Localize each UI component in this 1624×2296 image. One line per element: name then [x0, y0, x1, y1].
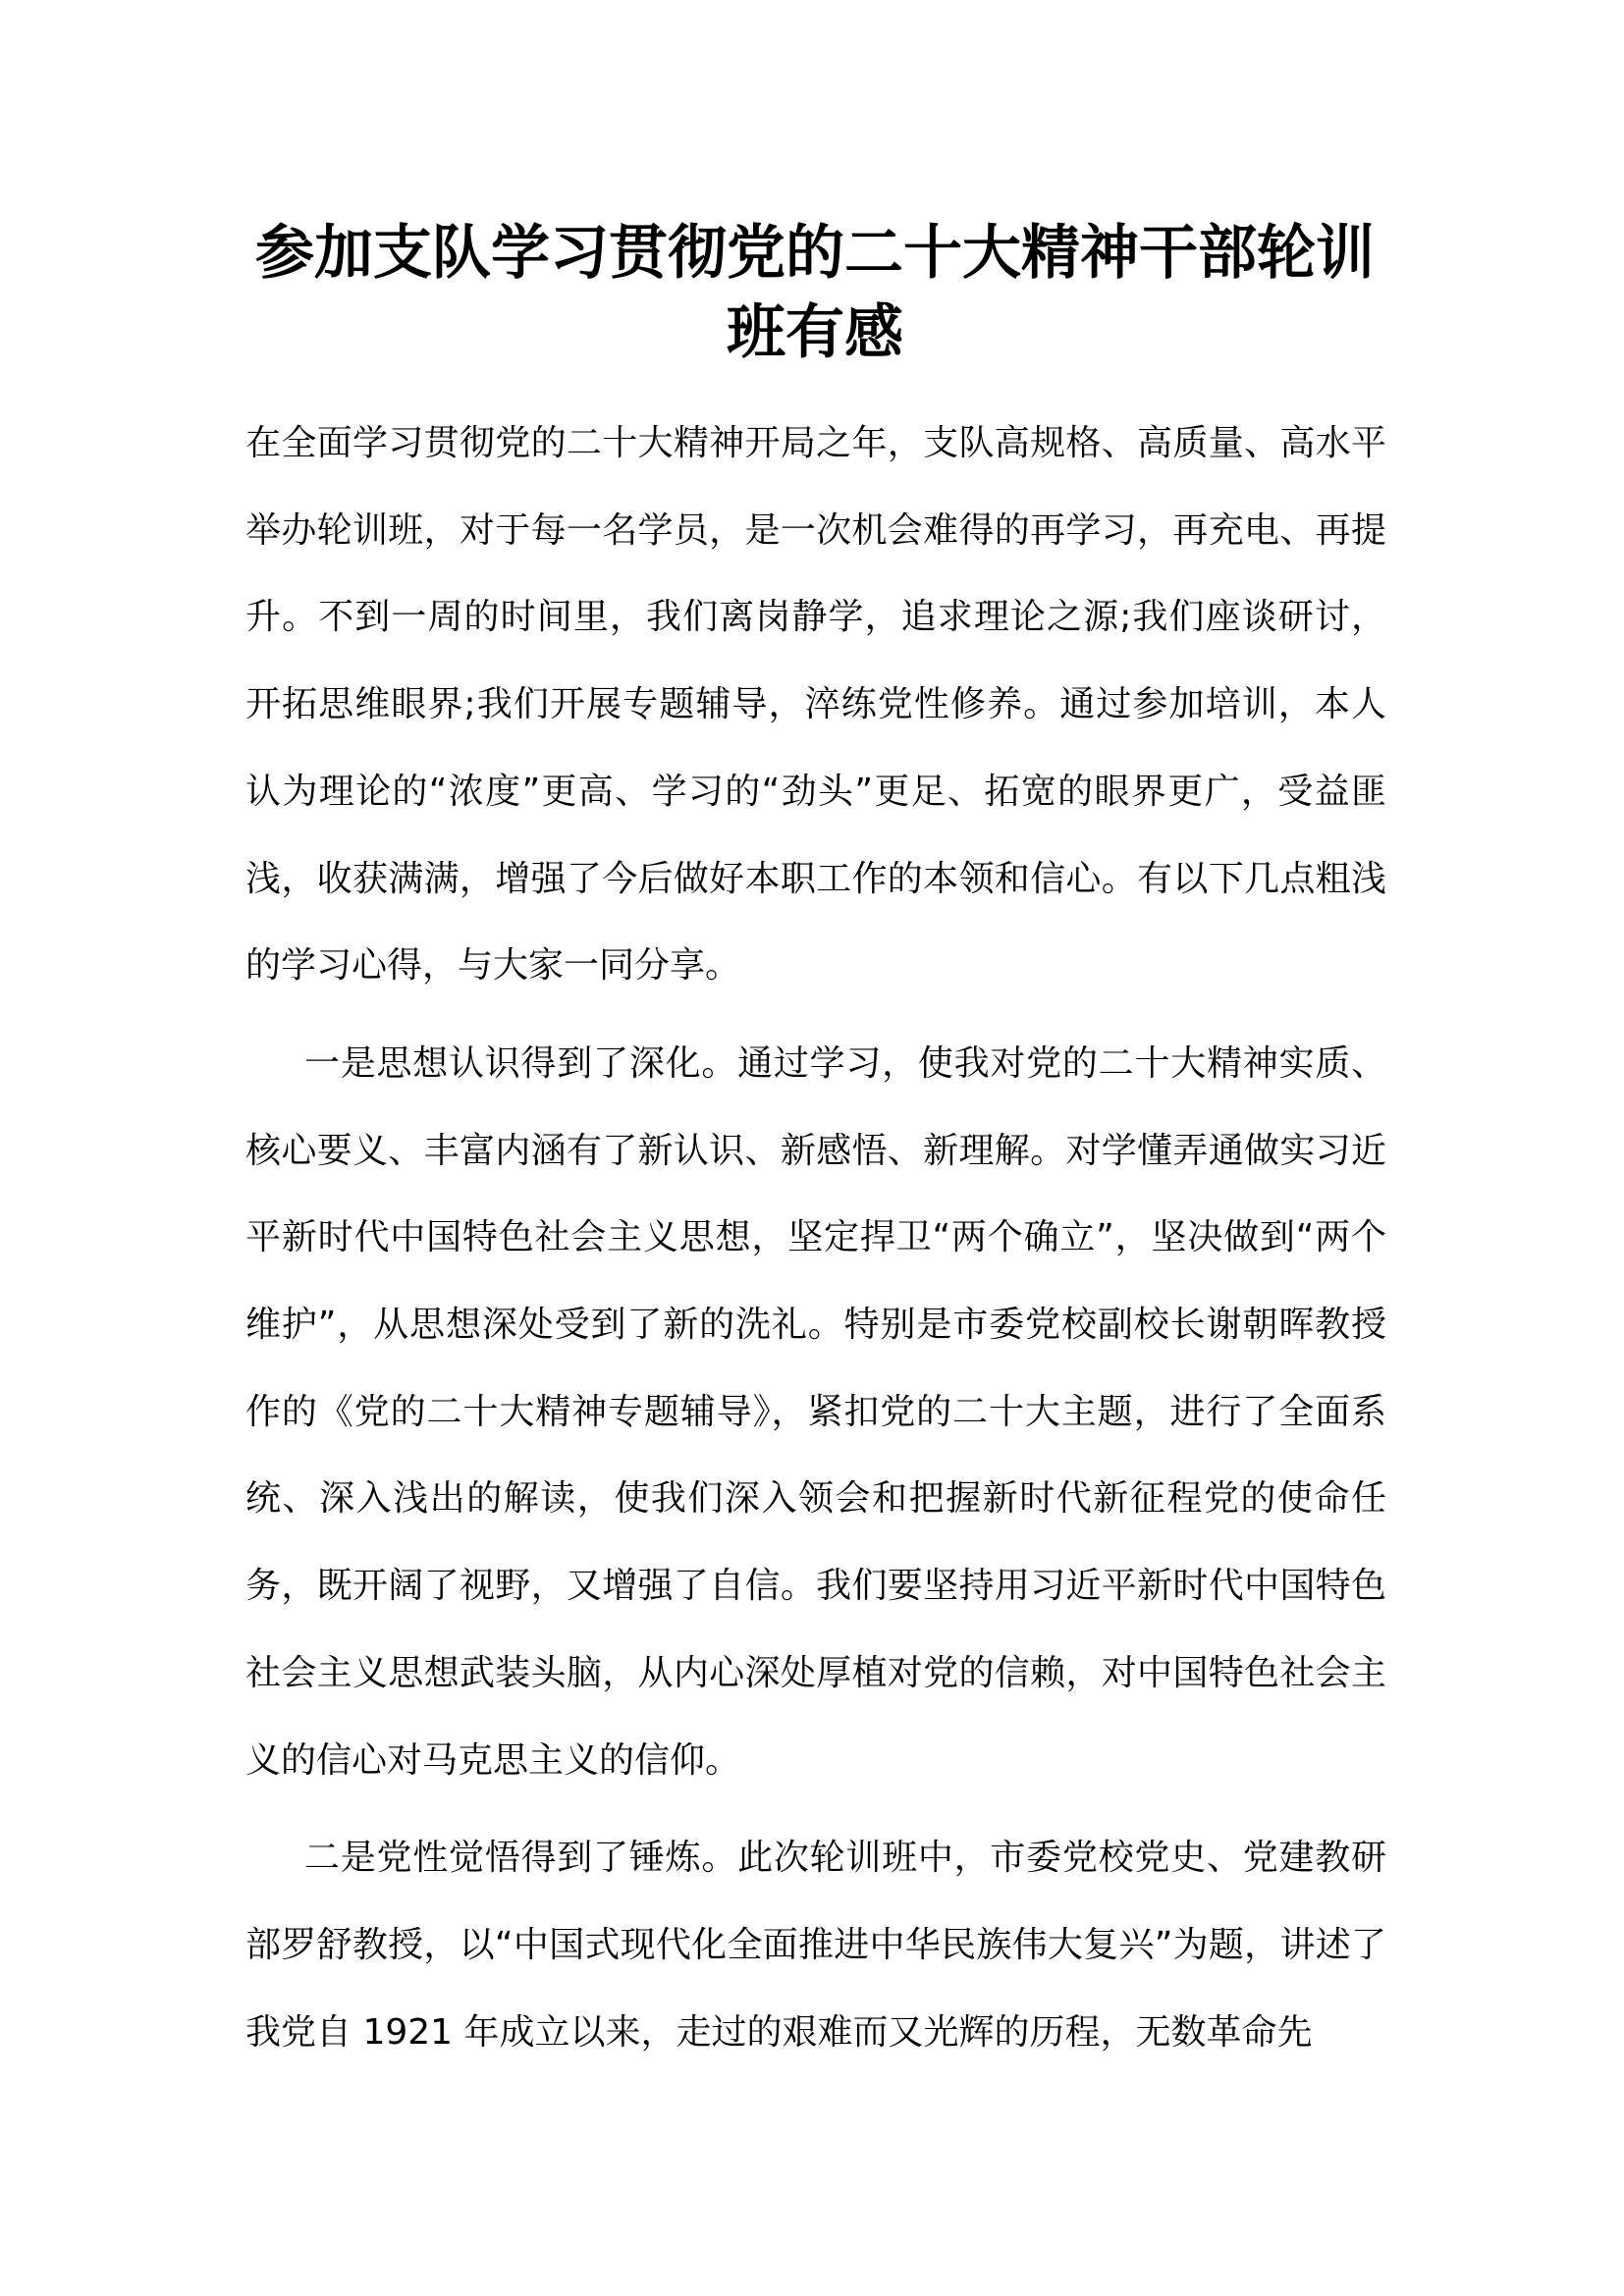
paragraph-intro: 在全面学习贯彻党的二十大精神开局之年，支队高规格、高质量、高水平举办轮训班，对于每一名学员，是一次机会难得的再学习，再充电、再提升。不到一周的时间里，我们离岗静学，追求理论之源;我们座谈研讨，开拓思维眼界;我们开展专题辅导，淬练党性修养。通过参加培训，本人认为理论的“浓度”更高、学习的“劲头”更足、拓宽的眼界更广，受益匪浅，收获满满，增强了今后做好本职工作的本领和信心。有以下几点粗浅的学习心得，与大家一同分享。 — [245, 423, 1386, 987]
document-title: 参加支队学习贯彻党的二十大精神干部轮训班有感 — [255, 219, 1375, 367]
paragraph-point-two: 二是党性觉悟得到了锤炼。此次轮训班中，市委党校党史、党建教研部罗舒教授，以“中国式现代化全面推进中华民族伟大复兴”为题，讲述了我党自 1921 年成立以来，走过的艰难而又光辉的历程，无数革命先 — [245, 1838, 1386, 2053]
paragraph-point-one: 一是思想认识得到了深化。通过学习，使我对党的二十大精神实质、核心要义、丰富内涵有了新认识、新感悟、新理解。对学懂弄通做实习近平新时代中国特色社会主义思想，坚定捍卫“两个确立”，坚决做到“两个维护”，从思想深处受到了新的洗礼。特别是市委党校副校长谢朝晖教授作的《党的二十大精神专题辅导》，紧扣党的二十大主题，进行了全面系统、深入浅出的解读，使我们深入领会和把握新时代新征程党的使命任务，既开阔了视野，又增强了自信。我们要坚持用习近平新时代中国特色社会主义思想武装头脑，从内心深处厚植对党的信赖，对中国特色社会主义的信心对马克思主义的信仰。 — [245, 1042, 1386, 1781]
document-body — [245, 400, 1386, 2087]
